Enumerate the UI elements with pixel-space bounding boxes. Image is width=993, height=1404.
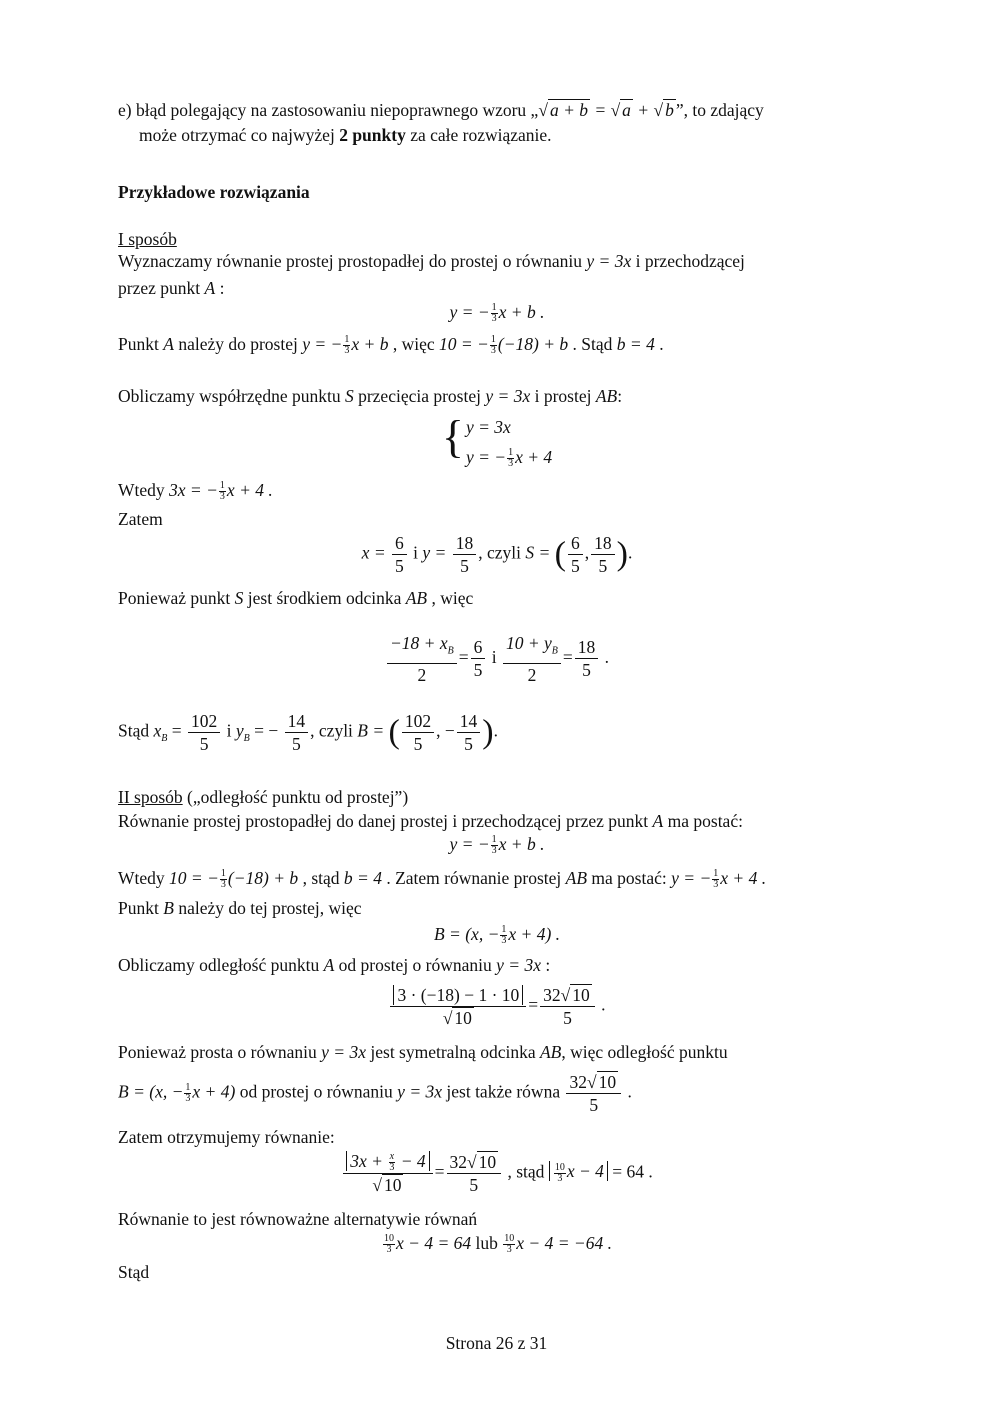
s2-eq-distance: $\frac{3 \cdot (-18) - 1 \cdot 10}{√ 10}$ = $\frac{32√ 10}{5}$ . [118, 984, 876, 1029]
s1-eq-B: Stąd $x_B$ = $\frac{102}{5}$ i $y_B$ = − $\frac{14}{5}$ , czyli B = ( $\frac{102}{5}$ , − $\frac{14}{5}$ ). [118, 711, 498, 754]
s2-line-6: B = (x, − $\frac{1}{3}$ x + 4) od prostej o równaniu y = 3x jest także równa $\frac{32√ 10}{5}$ . [118, 1072, 632, 1115]
s1-eq-S: x = $\frac{6}{5}$ i y = $\frac{18}{5}$ , czyli S = ( $\frac{6}{5}$ , $\frac{18}{5}$ ). [361, 533, 633, 576]
s2-eq-perp-line: y = − $\frac{1}{3}$ x + b . [449, 834, 545, 857]
heading-method-1: I sposób [118, 229, 177, 249]
s1-eq-midpoint: $\frac{-18 + x_B}{2}$ = $\frac{6}{5}$ i $\frac{10 + y_B}{2}$ = $\frac{18}{5}$ . [118, 632, 876, 686]
s2-eq-B: B = (x, − $\frac{1}{3}$ x + 4) . [433, 924, 561, 947]
s2-line-8: Równanie to jest równoważne alternatywie równań [118, 1209, 478, 1229]
s2-eq-final: 3x + $\frac{x}{3}$ − 4 √ 10 = $\frac{32√ 10}{5}$ , stąd $\frac{10}{3}$ x − 4 = 64 . [118, 1150, 876, 1196]
page-footer: Strona 26 z 31 [445, 1333, 548, 1353]
s2-line-4: Obliczamy odległość punktu A od prostej o równaniu y = 3x : [118, 955, 551, 975]
s1-line-7: Ponieważ punkt S jest środkiem odcinka AB , więc [118, 588, 474, 608]
s1-line-5: Wtedy 3x = − $\frac{1}{3}$ x + 4 . [118, 480, 273, 503]
heading-method-2: II sposób („odległość punktu od prostej”) [118, 787, 409, 807]
s2-line-1: Równanie prostej prostopadłej do danej prostej i przechodzącej przez punkt A ma postać: [118, 811, 743, 831]
s2-line-7: Zatem otrzymujemy równanie: [118, 1127, 335, 1147]
s1-line-4: Obliczamy współrzędne punktu S przecięcia prostej y = 3x i prostej AB: [118, 386, 623, 406]
s1-line-3: Punkt A należy do prostej y = − $\frac{1}{3}$ x + b , więc 10 = − $\frac{1}{3}$ (−18) + b . Stąd b = 4 . [118, 334, 664, 357]
s1-line-6: Zatem [118, 509, 163, 529]
paragraph-e: e) błąd polegający na zastosowaniu niepoprawnego wzoru „√ a + b = √ a + √ b ”, to zdający może otrzymać co najwyżej 2 punkty za całe rozwiązanie. [118, 100, 764, 145]
s2-eq-alternative: $\frac{10}{3}$ x − 4 = 64 lub $\frac{10}{3}$ x − 4 = −64 . [384, 1233, 612, 1256]
s2-line-9: Stąd [118, 1262, 150, 1282]
s1-eq-perp-line: y = − $\frac{1}{3}$ x + b . [449, 302, 545, 325]
s1-line-1: Wyznaczamy równanie prostej prostopadłej do prostej o równaniu y = 3x i przechodzącej [118, 251, 745, 271]
s1-system: { y = 3x y = − $\frac{1}{3}$ x + 4 [441, 411, 553, 470]
heading-examples: Przykładowe rozwiązania [118, 182, 310, 202]
s2-line-2: Wtedy 10 = − $\frac{1}{3}$ (−18) + b , stąd b = 4 . Zatem równanie prostej AB ma postać: y = − $\frac{1}{3}$ x + 4 . [118, 868, 767, 891]
s2-line-5: Ponieważ prosta o równaniu y = 3x jest symetralną odcinka AB, więc odległość punktu [118, 1042, 728, 1062]
s2-line-3: Punkt B należy do tej prostej, więc [118, 898, 362, 918]
s1-line-2: przez punkt A : [118, 278, 225, 298]
